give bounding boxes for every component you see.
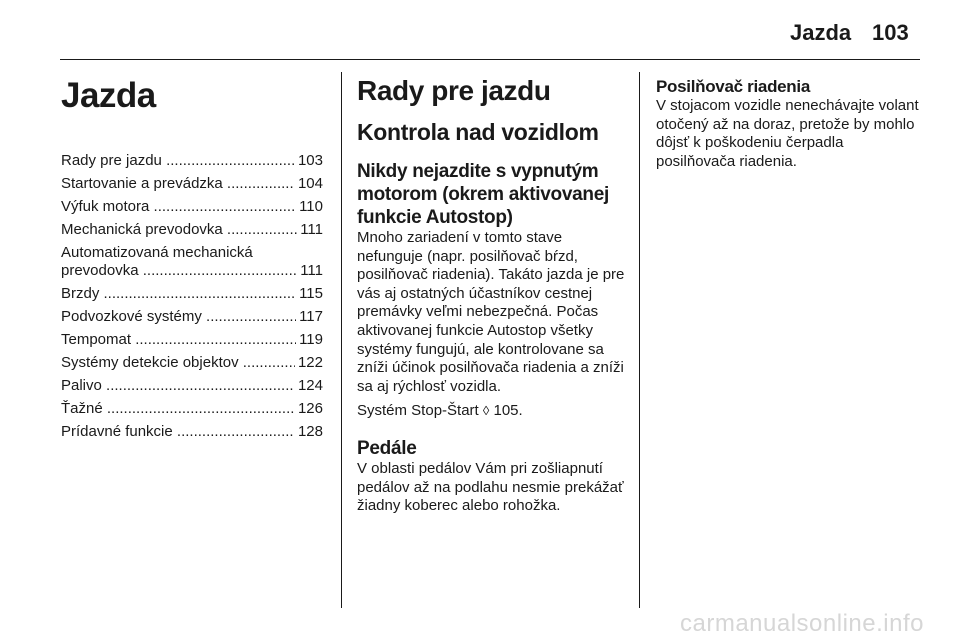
toc-page: 110: [299, 198, 323, 215]
toc-label: Výfuk motora .....: [61, 198, 296, 216]
toc-label: prevodovka .....: [61, 262, 297, 280]
toc-page: 111: [300, 262, 323, 279]
toc-label: Brzdy .....: [61, 285, 296, 303]
reference-text: Systém Stop-Štart: [357, 402, 479, 420]
toc-page: 104: [297, 175, 323, 192]
running-header-title: Jazda: [790, 20, 852, 45]
toc-label: Startovanie a prevádzka .....: [61, 175, 295, 193]
toc-page: 124: [297, 377, 323, 394]
column-divider-2: [639, 72, 640, 608]
toc-entry[interactable]: [61, 285, 323, 303]
toc-page: 119: [299, 331, 323, 348]
table-of-contents: [61, 152, 323, 441]
toc-entry[interactable]: [61, 400, 323, 418]
toc-label: Podvozkové systémy .....: [61, 308, 296, 326]
toc-label: Tempomat .....: [61, 331, 296, 349]
page-reference-arrow-icon: ◊: [482, 403, 490, 419]
subsection-title-engine-off: Nikdy nejazdite s vypnutým motorom (okrem aktivovanej funkcie Autostop): [357, 161, 609, 228]
toc-entry[interactable]: [61, 152, 323, 170]
subsection-title-power-steering: Posilňovač riadenia: [656, 77, 810, 96]
toc-label: Mechanická prevodovka .....: [61, 221, 297, 239]
paragraph-power-steering: V stojacom vozidle nenechávajte volant otočený až na doraz, pretože by mohlo dôjsť k poškodeniu čerpadla posilňovača riadenia.: [656, 97, 919, 170]
toc-label: Palivo .....: [61, 377, 295, 395]
toc-entry[interactable]: [61, 221, 323, 239]
toc-page: 117: [299, 308, 323, 325]
chapter-toc-column: [61, 70, 323, 446]
running-header-page-number: 103: [872, 20, 909, 45]
toc-entry[interactable]: [61, 354, 323, 372]
toc-entry[interactable]: [61, 308, 323, 326]
toc-label: Prídavné funkcie .....: [61, 423, 295, 441]
chapter-title: Jazda: [61, 76, 156, 115]
watermark: carmanualsonline.info: [680, 610, 924, 637]
reference-page[interactable]: 105.: [493, 402, 523, 420]
toc-page: 115: [299, 285, 323, 302]
toc-entry[interactable]: [61, 198, 323, 216]
paragraph-pedals: V oblasti pedálov Vám pri zošliapnutí pedálov až na podlahu nesmie prekážať žiadny koberec alebo rohožka.: [357, 459, 624, 515]
power-steering-column: [656, 70, 924, 177]
column-divider-1: [341, 72, 342, 608]
toc-page: 111: [300, 221, 323, 238]
toc-label: Rady pre jazdu .....: [61, 152, 295, 170]
toc-entry[interactable]: [61, 244, 323, 280]
toc-entry[interactable]: [61, 377, 323, 395]
toc-page: 126: [297, 400, 323, 417]
subsection-title-pedals: Pedále: [357, 437, 417, 459]
toc-entry[interactable]: [61, 423, 323, 441]
cross-reference: [357, 402, 625, 421]
toc-label: Ťažné .....: [61, 400, 295, 418]
toc-page: 103: [297, 152, 323, 169]
toc-entry[interactable]: [61, 175, 323, 193]
paragraph-engine-off: Mnoho zariadení v tomto stave nefunguje (napr. posilňovač bŕzd, posilňovač riadenia). Takáto jazda je pre vás aj ostatných účastníkov cestnej premávky veľmi nebezpečná. Počas aktivovanej funkcie Autostop všetky systémy fungujú, ale kontrolovane sa zníži účinok posilňovača riadenia a zníži sa aj rýchlosť vozidla.: [357, 229, 625, 395]
header-rule: [60, 59, 920, 60]
toc-entry[interactable]: [61, 331, 323, 349]
section-heading: Rady pre jazdu: [357, 75, 551, 106]
driving-tips-column: [357, 70, 625, 522]
toc-label-line1: Automatizovaná mechanická: [61, 244, 253, 261]
toc-page: 128: [297, 423, 323, 440]
section-subheading: Kontrola nad vozidlom: [357, 119, 599, 145]
toc-page: 122: [297, 354, 323, 371]
toc-label: Systémy detekcie objektov .....: [61, 354, 295, 372]
